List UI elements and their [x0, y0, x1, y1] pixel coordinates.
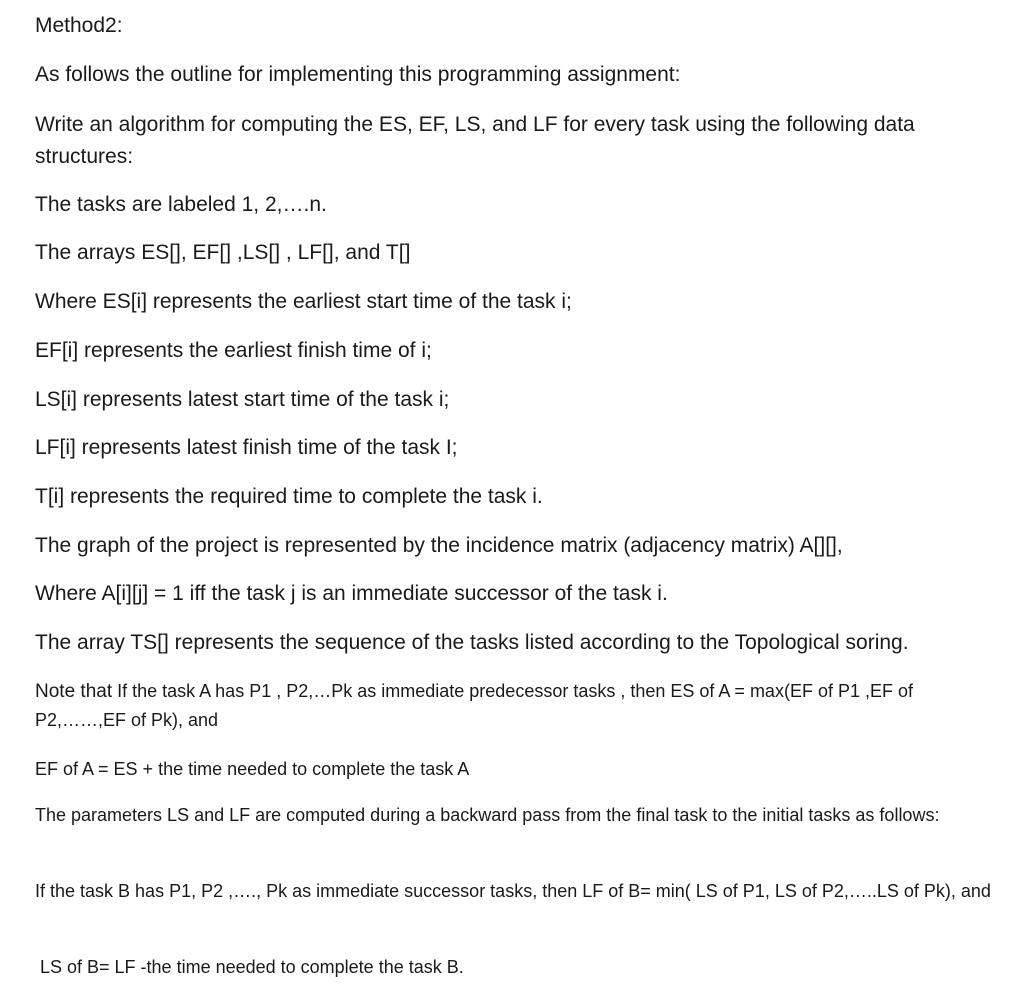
note-paragraph — [35, 677, 995, 735]
lf-rule-paragraph: If the task B has P1, P2 ,…., Pk as immediate successor tasks, then LF of B= min( LS of P1, LS of P2,…..LS of Pk), and — [35, 881, 991, 901]
ls-formula: LS of B= LF -the time needed to complete the task B. — [40, 957, 464, 977]
definition-ls: LS[i] represents latest start time of the task i; — [35, 388, 450, 411]
definition-ef: EF[i] represents the earliest finish time of i; — [35, 339, 432, 362]
definition-lf: LF[i] represents latest finish time of the task I; — [35, 436, 458, 459]
definition-t: T[i] represents the required time to complete the task i. — [35, 485, 543, 508]
note-body: If the task A has P1 , P2,…Pk as immediate predecessor tasks , then ES of A = max(EF of P1 ,EF of P2,……,EF of Pk), and — [35, 681, 913, 730]
arrays-line: The arrays ES[], EF[] ,LS[] , LF[], and T[] — [35, 241, 411, 264]
note-prefix: Note that — [35, 681, 113, 702]
method-heading: Method2: — [35, 14, 123, 37]
ef-formula: EF of A = ES + the time needed to complete the task A — [35, 759, 470, 779]
intro-line: As follows the outline for implementing this programming assignment: — [35, 63, 681, 86]
tasks-label: The tasks are labeled 1, 2,….n. — [35, 193, 327, 216]
graph-line: The graph of the project is represented by the incidence matrix (adjacency matrix) A[][], — [35, 534, 843, 557]
backward-pass-paragraph: The parameters LS and LF are computed during a backward pass from the final task to the initial tasks as follows: — [35, 805, 940, 825]
matrix-definition: Where A[i][j] = 1 iff the task j is an immediate successor of the task i. — [35, 582, 668, 605]
definition-es: Where ES[i] represents the earliest start time of the task i; — [35, 290, 572, 313]
ts-array-line: The array TS[] represents the sequence of the tasks listed according to the Topological soring. — [35, 631, 909, 654]
task-statement: Write an algorithm for computing the ES, EF, LS, and LF for every task using the following data structures: — [35, 113, 915, 168]
